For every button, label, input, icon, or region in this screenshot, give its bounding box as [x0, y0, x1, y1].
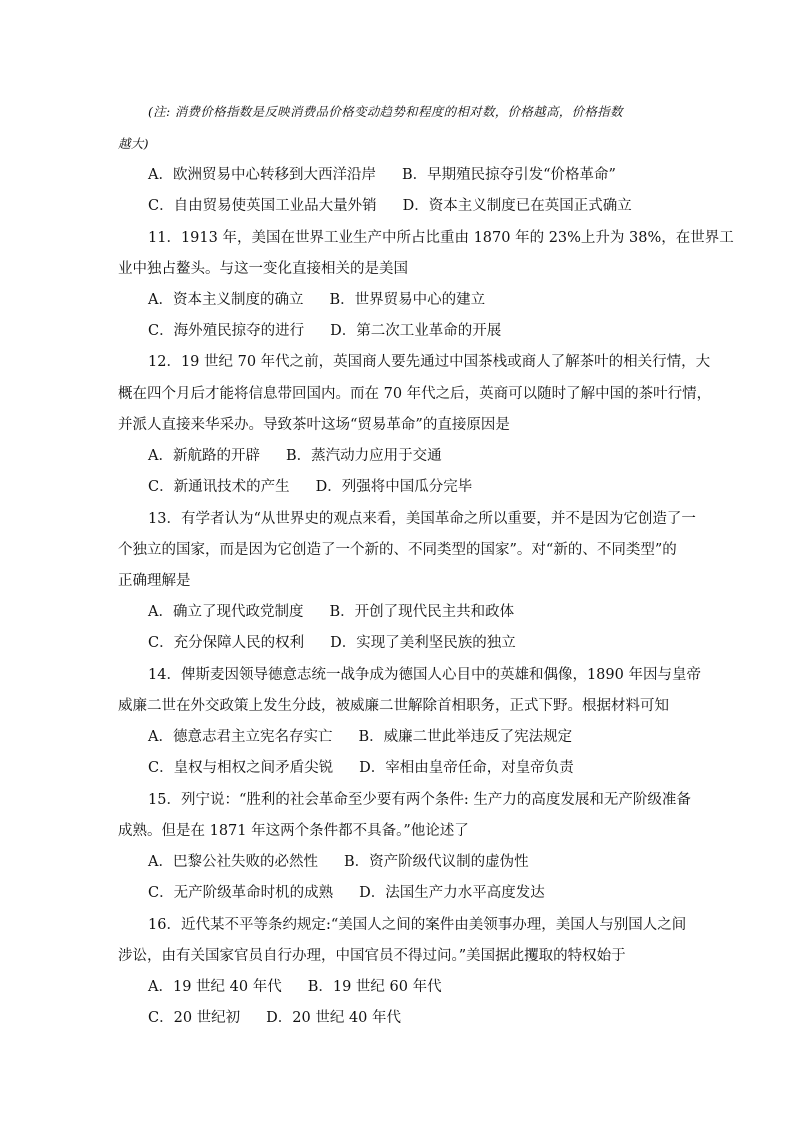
q14-stem-line-1: 14．俾斯麦因领导德意志统一战争成为德国人心目中的英雄和偶像，1890 年因与皇帝	[148, 667, 701, 683]
q14-option-c[interactable]: C．皇权与相权之间矛盾尖锐	[148, 760, 334, 776]
q15-option-a[interactable]: A．巴黎公社失败的必然性	[148, 854, 318, 870]
q11-stem-line-1: 11．1913 年，美国在世界工业生产中所占比重由 1870 年的 23%上升为 38%，在世界工	[148, 230, 734, 246]
q14-stem-line-2: 威廉二世在外交政策上发生分歧，被威廉二世解除首相职务，正式下野。根据材料可知	[118, 698, 669, 714]
q10-options-row-2	[148, 196, 728, 216]
q14-options-row-1	[148, 727, 728, 747]
q14-option-a[interactable]: A．德意志君主立宪名存实亡	[148, 729, 333, 745]
q12-options-row-1	[148, 446, 728, 466]
q15-option-c[interactable]: C．无产阶级革命时机的成熟	[148, 885, 334, 901]
q15-options-row-1	[148, 852, 728, 872]
note-line-2: 越大)	[118, 136, 149, 151]
q12-options-row-2	[148, 477, 728, 497]
q16-option-d[interactable]: D．20 世纪 40 年代	[266, 1010, 402, 1026]
q16-options-row-2	[148, 1008, 728, 1028]
q12-stem-line-2: 概在四个月后才能将信息带回国内。而在 70 年代之后，英商可以随时了解中国的茶叶行情，	[118, 386, 712, 402]
q13-options-row-1	[148, 602, 728, 622]
q13-option-b[interactable]: B．开创了现代民主共和政体	[329, 604, 515, 620]
q12-option-c[interactable]: C．新通讯技术的产生	[148, 479, 290, 495]
q16-option-b[interactable]: B．19 世纪 60 年代	[307, 979, 442, 995]
q15-stem-line-2: 成熟。但是在 1871 年这两个条件都不具备。”他论述了	[118, 823, 469, 839]
q13-stem-line-2: 个独立的国家，而是因为它创造了一个新的、不同类型的国家”。对“新的、不同类型”的	[118, 542, 677, 558]
q15-option-d[interactable]: D．法国生产力水平高度发达	[359, 885, 545, 901]
q13-option-d[interactable]: D．实现了美利坚民族的独立	[330, 635, 516, 651]
q15-options-row-2	[148, 883, 728, 903]
q13-stem-line-1: 13．有学者认为“从世界史的观点来看，美国革命之所以重要，并不是因为它创造了一	[148, 511, 696, 527]
q11-option-b[interactable]: B．世界贸易中心的建立	[329, 292, 486, 308]
q13-options-row-2	[148, 633, 728, 653]
q10-option-d[interactable]: D．资本主义制度已在英国正式确立	[402, 198, 632, 214]
q14-option-b[interactable]: B．威廉二世此举违反了宪法规定	[358, 729, 573, 745]
q14-option-d[interactable]: D．宰相由皇帝任命，对皇帝负责	[359, 760, 574, 776]
q11-option-c[interactable]: C．海外殖民掠夺的进行	[148, 323, 305, 339]
q11-options-row-2	[148, 321, 728, 341]
q16-stem-line-2: 涉讼，由有关国家官员自行办理，中国官员不得过问。”美国据此攫取的特权始于	[118, 948, 626, 964]
q13-stem-line-3: 正确理解是	[118, 573, 191, 589]
q12-option-d[interactable]: D．列强将中国瓜分完毕	[315, 479, 473, 495]
q12-stem-line-1: 12．19 世纪 70 年代之前，英国商人要先通过中国茶栈或商人了解茶叶的相关行情，大	[148, 354, 711, 370]
q11-stem-line-2: 业中独占鳌头。与这一变化直接相关的是美国	[118, 261, 408, 277]
q16-option-c[interactable]: C．20 世纪初	[148, 1010, 241, 1026]
q12-stem-line-3: 并派人直接来华采办。导致茶叶这场“贸易革命”的直接原因是	[118, 417, 510, 433]
q15-stem-line-1: 15．列宁说：“胜利的社会革命至少要有两个条件: 生产力的高度发展和无产阶级准备	[148, 792, 691, 808]
q11-option-d[interactable]: D．第二次工业革命的开展	[330, 323, 502, 339]
q10-option-a[interactable]: A．欧洲贸易中心转移到大西洋沿岸	[148, 167, 376, 183]
q13-option-c[interactable]: C．充分保障人民的权利	[148, 635, 305, 651]
q16-stem-line-1: 16．近代某不平等条约规定:“美国人之间的案件由美领事办理，美国人与别国人之间	[148, 917, 687, 933]
q12-option-a[interactable]: A．新航路的开辟	[148, 448, 260, 464]
q13-option-a[interactable]: A．确立了现代政党制度	[148, 604, 304, 620]
q10-option-b[interactable]: B．早期殖民掠夺引发“价格革命”	[401, 167, 616, 183]
q10-option-c[interactable]: C．自由贸易使英国工业品大量外销	[148, 198, 377, 214]
q16-options-row-1	[148, 977, 728, 997]
q15-option-b[interactable]: B．资产阶级代议制的虚伪性	[343, 854, 529, 870]
q11-options-row-1	[148, 290, 728, 310]
q16-option-a[interactable]: A．19 世纪 40 年代	[148, 979, 282, 995]
q14-options-row-2	[148, 758, 728, 778]
q12-option-b[interactable]: B．蒸汽动力应用于交通	[285, 448, 442, 464]
q11-option-a[interactable]: A．资本主义制度的确立	[148, 292, 304, 308]
note-line-1: (注: 消费价格指数是反映消费品价格变动趋势和程度的相对数，价格越高，价格指数	[148, 104, 623, 119]
q10-options-row-1	[148, 165, 728, 185]
